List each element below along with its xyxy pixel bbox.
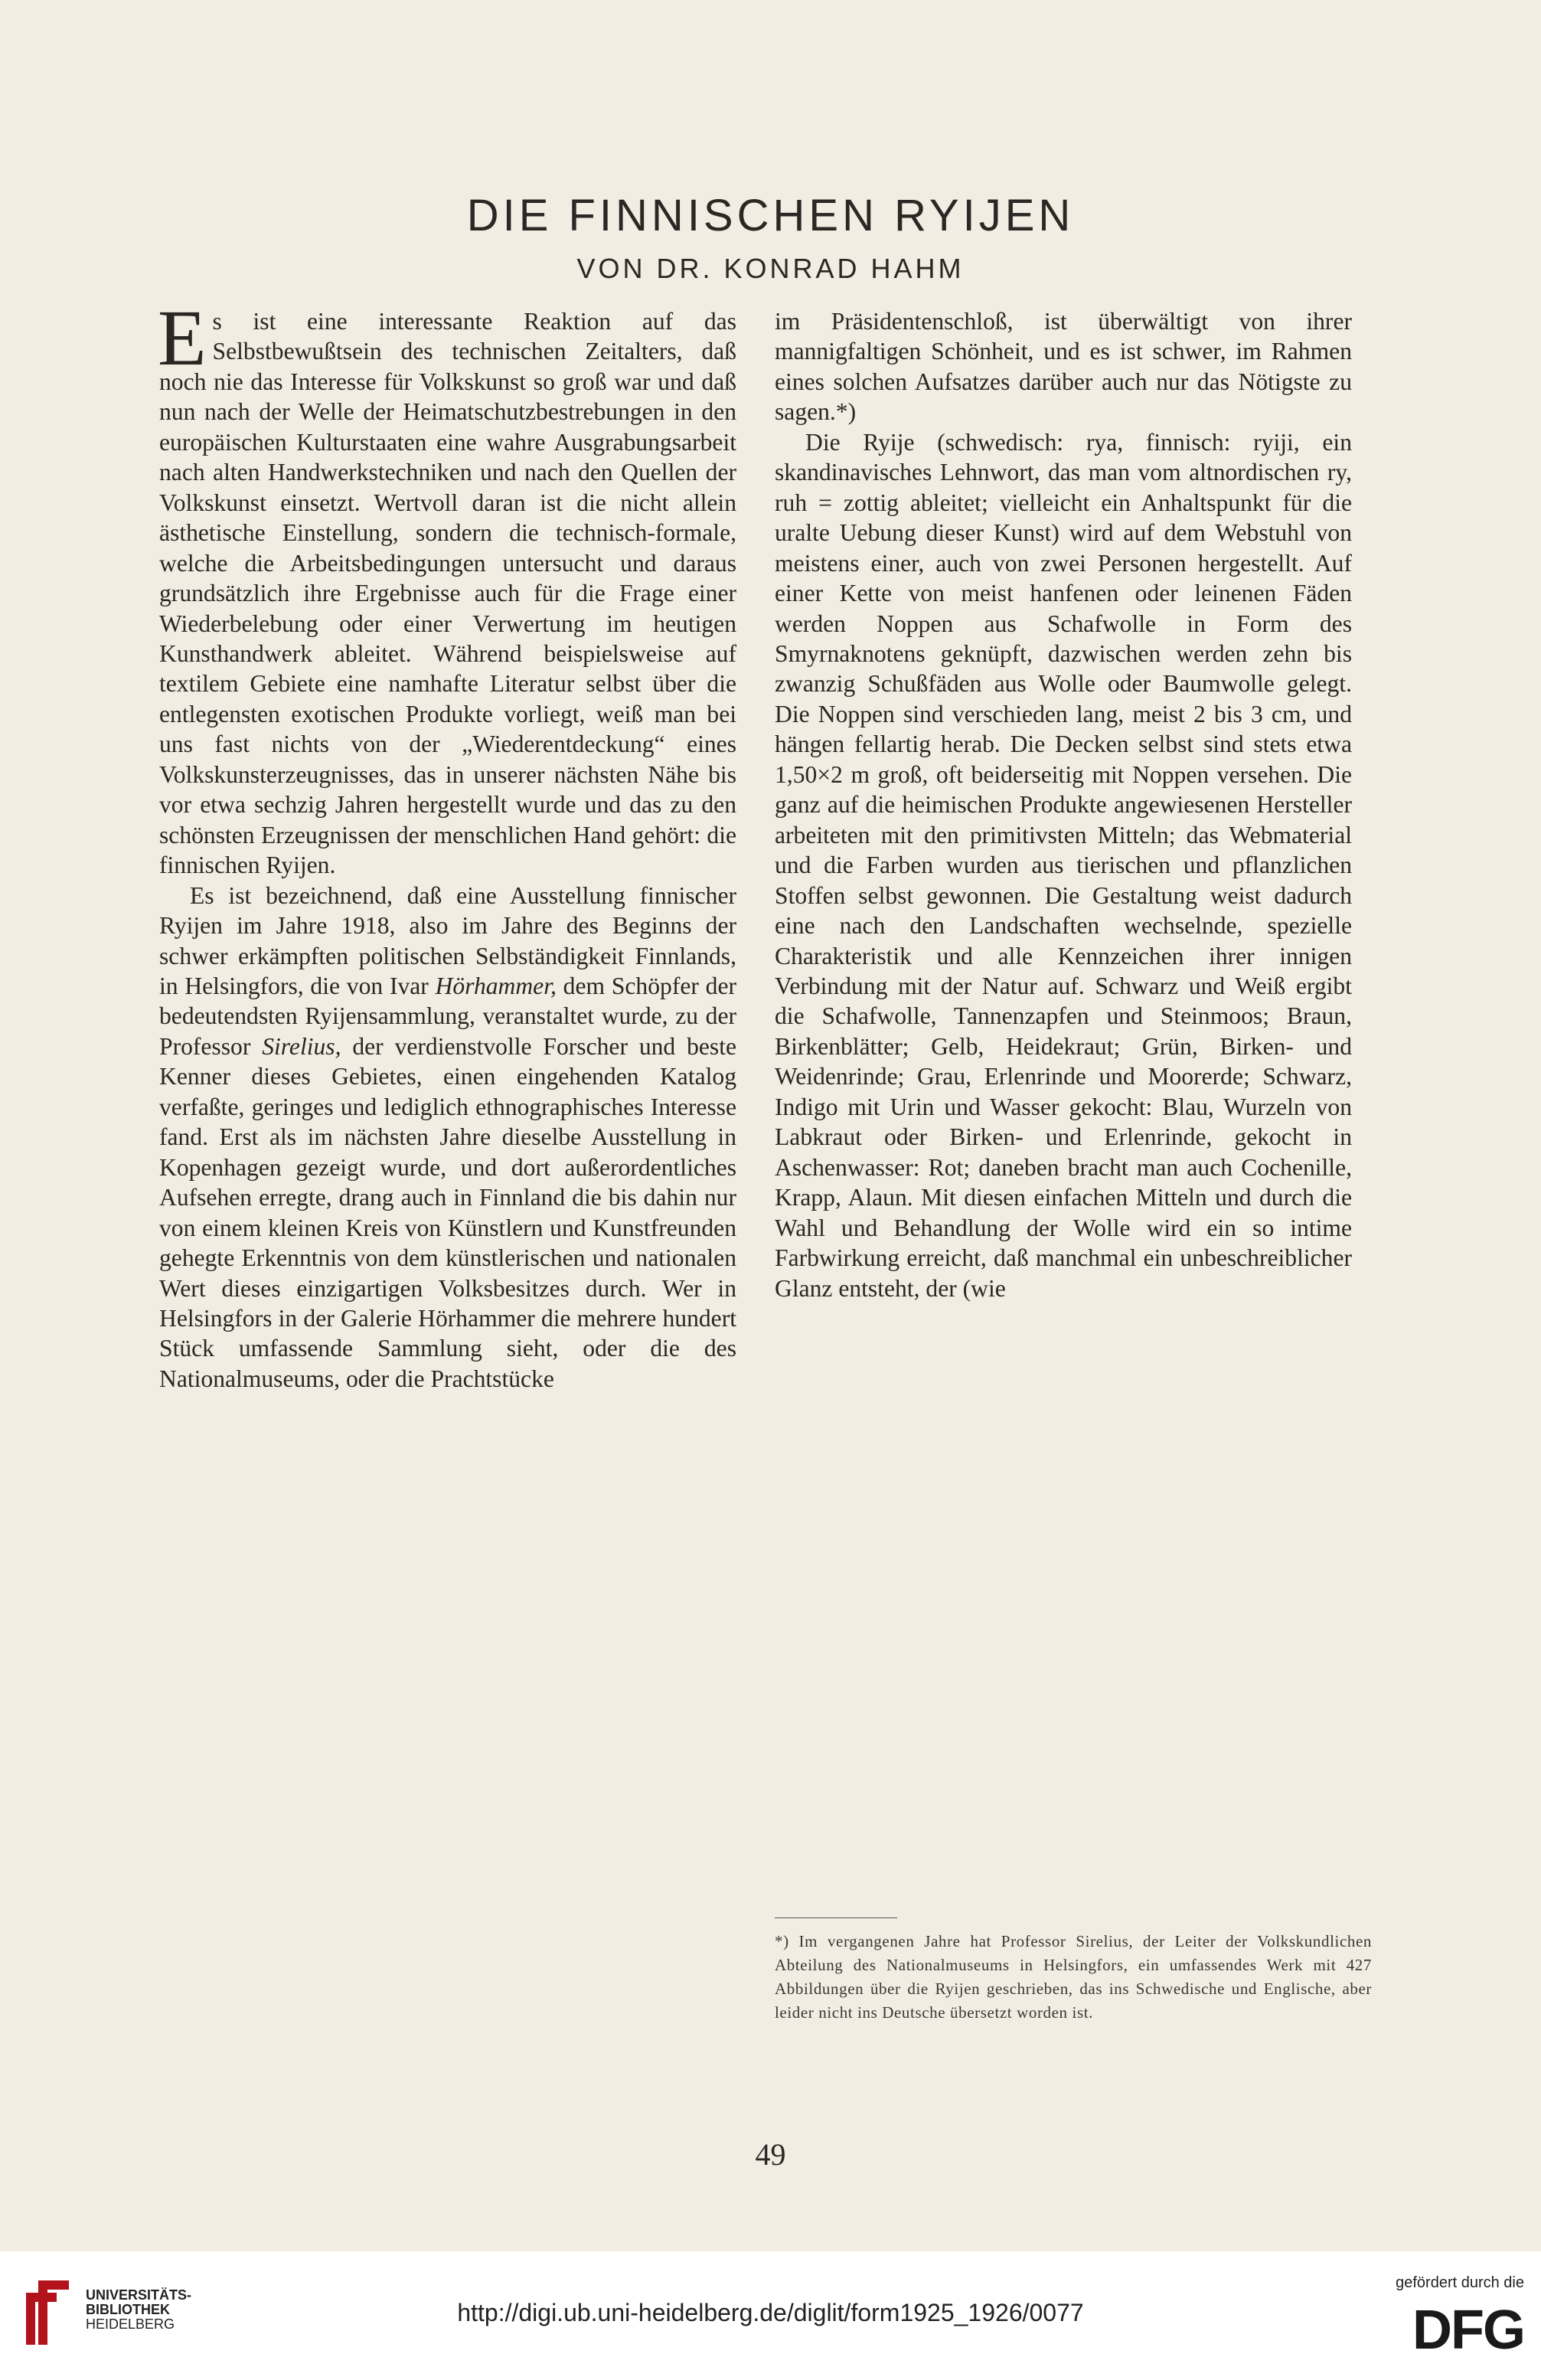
library-line-1: UNIVERSITÄTS-	[86, 2287, 192, 2303]
footnote-divider	[775, 1917, 897, 1918]
paragraph-text: der verdienstvolle Forscher und beste Kenner dieses Gebietes, einen eingehenden Katalog verfaßte, geringes und lediglich ethnographisches Interesse fand. Erst als im nächsten Jahre dieselbe Ausstellung in Kopenhagen gezeigt wurde, und dort außerordentliches Aufsehen erregte, drang auch in Finnland die bis dahin nur von einem kleinen Kreis von Künstlern und Kunstfreunden gehegte Erkenntnis von dem künstlerischen und nationalen Wert dieses einzigartigen Volksbesitzes durch. Wer in Helsingfors in der Galerie Hörhammer die mehrere hundert Stück umfassende Sammlung sieht, oder die des Nationalmuseums, oder die Prachtstücke	[159, 1032, 736, 1392]
permalink-url[interactable]: http://digi.ub.uni-heidelberg.de/diglit/form1925_1926/0077	[457, 2299, 1084, 2326]
library-line-2: BIBLIOTHEK	[86, 2302, 170, 2317]
library-line-3: HEIDELBERG	[86, 2316, 175, 2332]
paragraph-intro-text: s ist eine interessante Reaktion auf das Selbstbewußtsein des technischen Zeitalters, daß noch nie das Interesse für Volkskunst so groß war und daß nun nach der Welle der Heimatschutzbestrebungen in den europäischen Kulturstaaten eine wahre Ausgrabungsarbeit nach alten Handwerkstechniken und nach den Quellen der Volkskunst einsetzt. Wertvoll daran ist die nicht allein ästhetische Einstellung, sondern die technisch-formale, welche die Arbeitsbedingungen untersucht und daraus grundsätzlich ihre Ergebnisse auch für die Frage einer Wiederbelebung oder einer Verwertung im heutigen Kunsthandwerk ableitet. Während beispielsweise auf textilem Gebiete eine namhafte Literatur selbst über die entlegensten exotischen Produkte vorliegt, weiß man bei uns fast nichts von der „Wiederentdeckung“ eines Volkskunsterzeugnisses, das in unserer nächsten Nähe bis vor etwa sechzig Jahren hergestellt wurde und das zu den schönsten Erzeugnissen der menschlichen Hand gehört: die finnischen Ryijen.	[159, 308, 736, 879]
paragraph-exhibition	[159, 881, 736, 1394]
name-sirelius: Sirelius,	[262, 1032, 341, 1060]
drop-cap: E	[158, 294, 207, 382]
article-title: DIE FINNISCHEN RYIJEN	[466, 191, 1075, 240]
footnote: *) Im vergangenen Jahre hat Professor Sirelius, der Leiter der Volkskundlichen Abteilung des Nationalmuseums in Helsingfors, ein umfassendes Werk mit 427 Abbildungen über die Ryijen geschrieben, das ins Schwedische und Englische, aber leider nicht ins Deutsche übersetzt worden ist.	[775, 1932, 1372, 2022]
right-column	[775, 306, 1352, 1303]
paragraph-continuation: im Präsidentenschloß, ist überwältigt von ihrer mannigfaltigen Schönheit, und es ist schwer, im Rahmen eines solchen Aufsatzes darüber auch nur das Nötigste zu sagen.*)	[775, 308, 1352, 426]
dfg-logo: DFG	[1412, 2300, 1524, 2361]
left-column	[158, 294, 736, 1394]
paragraph-text: Es ist bezeichnend, daß eine Ausstellung finnischer Ryijen im Jahre 1918, also im Jahre des Beginns der schwer erkämpften politischen Selbständigkeit Finnlands, in Helsingfors, die von Ivar	[159, 881, 736, 999]
funding-caption: gefördert durch die	[1396, 2274, 1524, 2291]
paragraph-technique: Die Ryije (schwedisch: rya, finnisch: ryiji, ein skandinavisches Lehnwort, das man vom altnordischen ry, ruh = zottig ableitet; vielleicht ein Anhaltspunkt für die uralte Uebung dieser Kunst) wird auf dem Webstuhl von meistens einer, auch von zwei Personen hergestellt. Auf einer Kette von meist hanfenen oder leinenen Fäden werden Noppen aus Schafwolle in Form des Smyrnaknotens geknüpft, dazwischen werden zehn bis zwanzig Schußfäden aus Wolle oder Baumwolle gelegt. Die Noppen sind verschieden lang, meist 2 bis 3 cm, und hängen fellartig herab. Die Decken selbst sind stets etwa 1,50×2 m groß, oft beiderseitig mit Noppen versehen. Die ganz auf die heimischen Produkte angewiesenen Hersteller arbeiteten mit den primitivsten Mitteln; das Webmaterial und die Farben wurden aus tierischen und pflanzlichen Stoffen selbst gewonnen. Die Gestaltung weist dadurch eine nach den Landschaften wechselnde, spezielle Charakteristik und alle Kennzeichen ihrer innigen Verbindung mit der Natur auf. Schwarz und Weiß ergibt die Schafwolle, Tannenzapfen und Steinmoos; Braun, Birkenblätter; Gelb, Heidekraut; Grün, Birken- und Weidenrinde; Grau, Erlenrinde und Moorerde; Schwarz, Indigo mit Urin und Wasser gekocht: Blau, Wurzeln von Labkraut oder Birken- und Erlenrinde, gekocht in Aschenwasser: Rot; daneben bracht man auch Cochenille, Krapp, Alaun. Mit diesen einfachen Mitteln und durch die Wahl und Behandlung der Wolle wird ein so intime Farbwirkung erreicht, daß manchmal ein unbeschreiblicher Glanz entsteht, der (wie	[775, 428, 1352, 1302]
page-number: 49	[755, 2137, 786, 2172]
digitization-footer	[0, 2251, 1541, 2380]
article-author: VON DR. KONRAD HAHM	[576, 253, 965, 284]
paragraph-intro	[158, 294, 736, 881]
name-hoerhammer: Hörhammer,	[435, 972, 557, 999]
paragraph-text: dem Schöpfer der bedeutendsten Ryijensammlung, veranstaltet wurde, zu der Professor	[159, 972, 736, 1060]
